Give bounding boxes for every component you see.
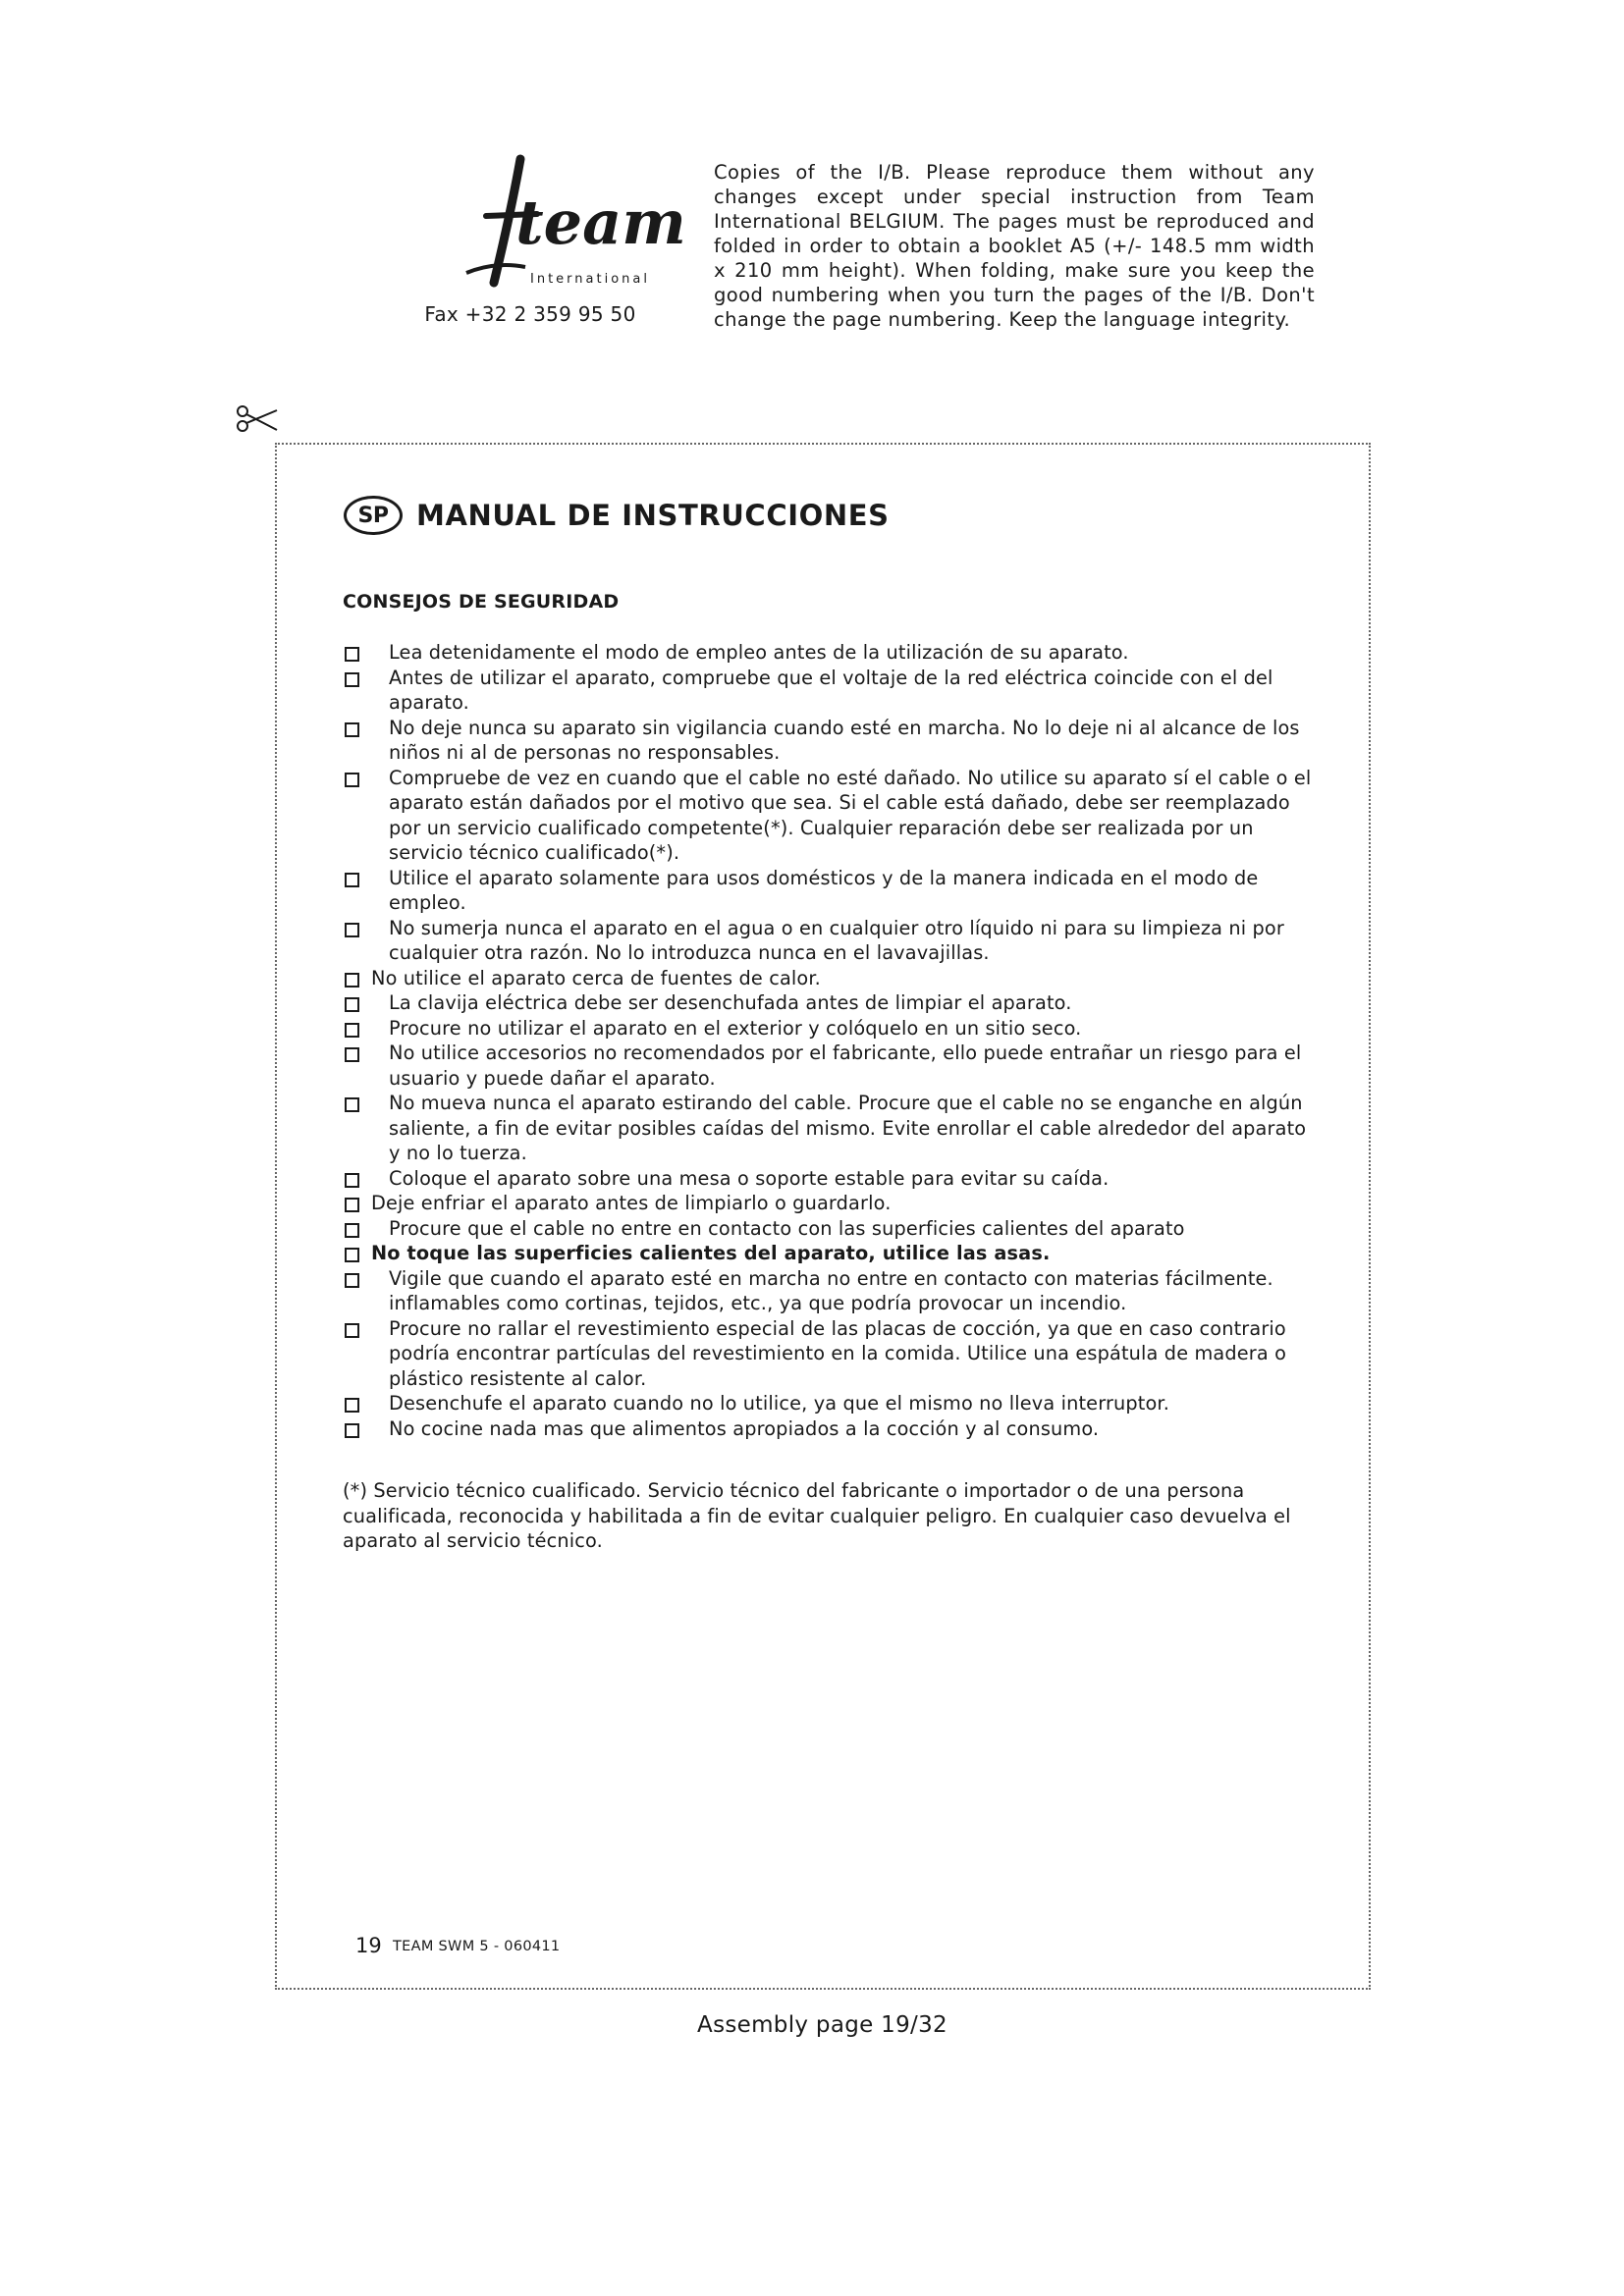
list-item — [343, 1191, 1315, 1216]
list-item-text: La clavija eléctrica debe ser desenchufada antes de limpiar el aparato. — [389, 991, 1072, 1014]
list-item — [343, 866, 1315, 916]
list-item-text: Coloque el aparato sobre una mesa o soporte estable para evitar su caída. — [389, 1166, 1110, 1190]
list-item-text: No utilice accesorios no recomendados por el fabricante, ello puede entrañar un riesgo para el usuario y puede dañar el aparato. — [389, 1041, 1302, 1090]
checkbox-bullet-icon — [345, 647, 359, 662]
checkbox-bullet-icon — [345, 672, 359, 687]
checkbox-bullet-icon — [345, 973, 359, 988]
list-item-text: Lea detenidamente el modo de empleo antes de la utilización de su aparato. — [389, 641, 1129, 664]
list-item — [343, 990, 1315, 1016]
document-code: TEAM SWM 5 - 060411 — [393, 1939, 561, 1954]
list-item — [343, 766, 1315, 866]
checkbox-bullet-icon — [345, 1097, 359, 1112]
list-item — [343, 716, 1315, 766]
scissors-icon — [234, 402, 283, 442]
list-item — [343, 1016, 1315, 1041]
checkbox-bullet-icon — [345, 1173, 359, 1188]
checkbox-bullet-icon — [345, 1198, 359, 1212]
checkbox-bullet-icon — [345, 722, 359, 737]
logo-wordmark: team — [515, 187, 686, 258]
manual-title: MANUAL DE INSTRUCCIONES — [416, 499, 890, 532]
list-item — [343, 1391, 1315, 1416]
language-badge: SP — [344, 496, 403, 535]
checkbox-bullet-icon — [345, 1248, 359, 1262]
list-item-text: Compruebe de vez en cuando que el cable no esté dañado. No utilice su aparato sí el cable o el aparato están dañados por el motivo que sea. Si el cable está dañado, debe ser reemplazado por un servicio cualificado competente(*). Cualquier reparación debe ser realizada por un servicio técnico cualificado(*). — [389, 766, 1312, 864]
list-item-text: Procure no rallar el revestimiento especial de las placas de cocción, ya que en caso contrario podría encontrar partículas del revestimiento en la comida. Utilice una espátula de madera o plástico resistente al calor. — [389, 1316, 1287, 1390]
checkbox-bullet-icon — [345, 1223, 359, 1238]
checkbox-bullet-icon — [345, 1398, 359, 1413]
list-item-text: Vigile que cuando el aparato esté en marcha no entre en contacto con materias fácilmente. inflamables como cortinas, tejidos, etc., ya que podría provocar un incendio. — [389, 1266, 1273, 1314]
list-item — [343, 916, 1315, 966]
fax-number: Fax +32 2 359 95 50 — [424, 302, 636, 326]
reproduction-note: Copies of the I/B. Please reproduce them without any changes except under special instruction from Team International BELGIUM. The pages must be reproduced and folded in order to obtain a booklet A5 (+/- 148.5 mm width x 210 mm height). When folding, make sure you keep the good numbering when you turn the pages of the I/B. Don't change the page numbering. Keep the language integrity. — [714, 161, 1315, 331]
list-item — [343, 1316, 1315, 1392]
safety-list — [343, 640, 1315, 1441]
assembly-page-label: Assembly page 19/32 — [697, 2012, 947, 2038]
checkbox-bullet-icon — [345, 873, 359, 887]
checkbox-bullet-icon — [345, 1047, 359, 1062]
footnote: (*) Servicio técnico cualificado. Servicio técnico del fabricante o importador o de una persona cualificada, reconocida y habilitada a fin de evitar cualquier peligro. En cualquier caso devuelva el aparato al servicio técnico. — [343, 1479, 1291, 1552]
list-item — [343, 1266, 1315, 1316]
list-item — [343, 1091, 1315, 1166]
list-item-text: No toque las superficies calientes del aparato, utilice las asas. — [371, 1242, 1051, 1264]
logo-subtext: International — [530, 272, 650, 287]
checkbox-bullet-icon — [345, 1323, 359, 1338]
list-item — [343, 1166, 1315, 1192]
list-item-text: Antes de utilizar el aparato, compruebe que el voltaje de la red eléctrica coincide con el del aparato. — [389, 666, 1273, 714]
list-item-text: No sumerja nunca el aparato en el agua o en cualquier otro líquido ni para su limpieza ni por cualquier otra razón. No lo introduzca nunca en el lavavajillas. — [389, 916, 1284, 964]
checkbox-bullet-icon — [345, 1023, 359, 1038]
checkbox-bullet-icon — [345, 923, 359, 937]
list-item — [343, 1241, 1315, 1266]
checkbox-bullet-icon — [345, 1273, 359, 1288]
page-number: 19 — [355, 1934, 382, 1957]
list-item — [343, 1216, 1315, 1242]
checkbox-bullet-icon — [345, 1423, 359, 1438]
list-item-text: Deje enfriar el aparato antes de limpiarlo o guardarlo. — [371, 1192, 892, 1214]
list-item-text: No cocine nada mas que alimentos apropiados a la cocción y al consumo. — [389, 1416, 1100, 1440]
section-heading: CONSEJOS DE SEGURIDAD — [343, 591, 620, 613]
list-item — [343, 1416, 1315, 1442]
list-item — [343, 1041, 1315, 1091]
checkbox-bullet-icon — [345, 773, 359, 787]
team-international-logo — [447, 157, 686, 290]
list-item-text: Procure que el cable no entre en contacto con las superficies calientes del aparato — [389, 1216, 1185, 1240]
list-item-text: Procure no utilizar el aparato en el exterior y colóquelo en un sitio seco. — [389, 1016, 1082, 1040]
list-item-text: No mueva nunca el aparato estirando del cable. Procure que el cable no se enganche en algún saliente, a fin de evitar posibles caídas del mismo. Evite enrollar el cable alrededor del aparato y no lo tuerza. — [389, 1092, 1307, 1164]
list-item — [343, 666, 1315, 716]
list-item-text: Desenchufe el aparato cuando no lo utilice, ya que el mismo no lleva interruptor. — [389, 1392, 1170, 1415]
list-item — [343, 640, 1315, 666]
list-item-text: No deje nunca su aparato sin vigilancia cuando esté en marcha. No lo deje ni al alcance de los niños ni al de personas no responsables. — [389, 716, 1300, 764]
manual-title-row — [344, 491, 890, 540]
list-item-text: No utilice el aparato cerca de fuentes de calor. — [371, 966, 821, 989]
list-item-text: Utilice el aparato solamente para usos domésticos y de la manera indicada en el modo de empleo. — [389, 866, 1259, 914]
checkbox-bullet-icon — [345, 997, 359, 1012]
list-item — [343, 966, 1315, 991]
